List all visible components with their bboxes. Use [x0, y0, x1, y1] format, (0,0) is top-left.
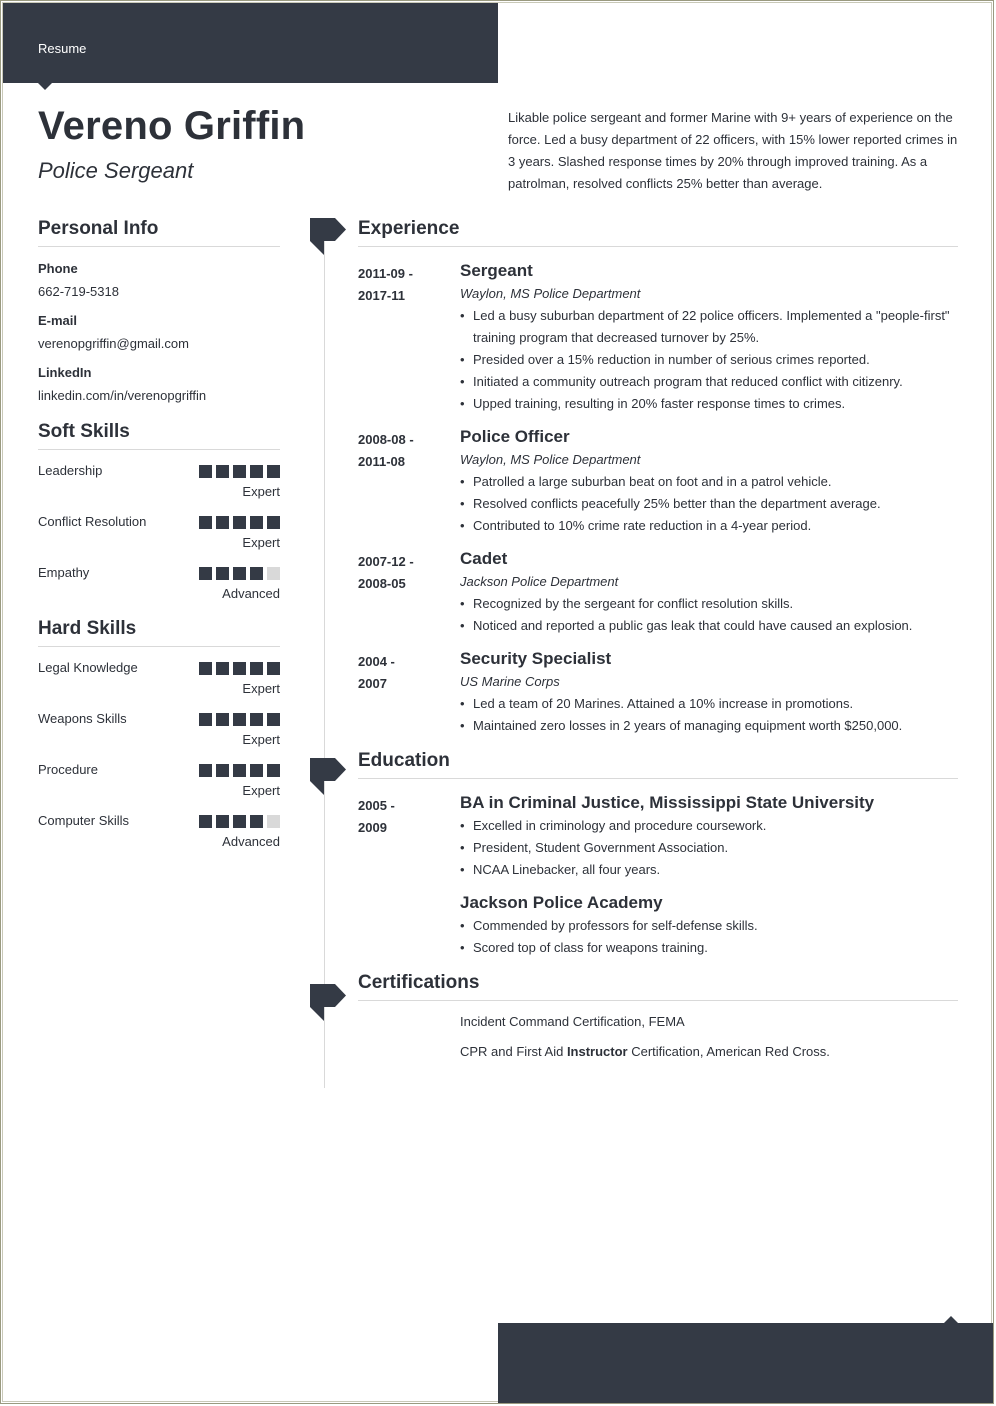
bullet-item: • Patrolled a large suburban beat on foot and in a patrol vehicle.: [460, 471, 958, 493]
certification-emphasis: Instructor: [566, 1044, 628, 1059]
bullet-item: • Initiated a community outreach program that reduced conflict with citizenry.: [460, 371, 958, 393]
entry-body: [460, 891, 958, 959]
bullet-item: • Led a busy suburban department of 22 police officers. Implemented a "people-first" training program that decreased turnover by 25%.: [460, 305, 958, 349]
rating-square-icon: [199, 662, 212, 675]
email-label: E-mail: [38, 313, 78, 328]
bullet-item: • Excelled in criminology and procedure coursework.: [460, 815, 958, 837]
education-marker-icon: [310, 758, 346, 795]
rating-square-icon: [199, 516, 212, 529]
skill-rating: [199, 662, 280, 675]
profile-summary: Likable police sergeant and former Marine with 9+ years of experience on the force. Led a busy department of 22 officers, with 15% lower reported crimes in 3 years. Slashed response times by 20% through improved training. As a patrolman, resolved conflicts 25% better than average.: [508, 110, 958, 191]
candidate-name: Vereno Griffin: [38, 104, 306, 148]
job-title: Police Sergeant: [38, 158, 194, 183]
linkedin-value[interactable]: linkedin.com/in/verenopgriffin: [38, 388, 207, 403]
rating-square-icon: [199, 465, 212, 478]
rating-square-icon: [250, 713, 263, 726]
skill-rating: [199, 815, 280, 828]
left-column: [38, 218, 280, 851]
rating-square-icon: [250, 567, 263, 580]
skill-row: [38, 450, 280, 501]
certification-text: Incident Command Certification, FEMA: [460, 1014, 685, 1029]
rating-square-icon: [233, 764, 246, 777]
rating-square-icon: [216, 764, 229, 777]
skill-name: Conflict Resolution: [38, 514, 147, 529]
entry-date-start: 2007-12 -: [358, 554, 414, 569]
bullet-item: • Presided over a 15% reduction in number of serious crimes reported.: [460, 349, 958, 371]
rating-square-icon: [267, 516, 280, 529]
hard-skills-list: [38, 647, 280, 851]
rating-square-icon: [233, 465, 246, 478]
skill-rating: [199, 465, 280, 478]
bullet-item: • Scored top of class for weapons training.: [460, 937, 958, 959]
skill-row: [38, 749, 280, 800]
rating-square-icon: [216, 815, 229, 828]
bullet-item: • Noticed and reported a public gas leak that could have caused an explosion.: [460, 615, 958, 637]
timeline-entry: [358, 647, 958, 737]
bullet-item: • Upped training, resulting in 20% faster response times to crimes.: [460, 393, 958, 415]
rating-square-icon: [250, 764, 263, 777]
entry-organization: Jackson Police Department: [460, 574, 619, 589]
education-list: [358, 791, 958, 959]
certification-item: [460, 1011, 958, 1033]
entry-title: Sergeant: [460, 261, 533, 280]
entry-organization: Waylon, MS Police Department: [460, 286, 641, 301]
experience-marker-icon: [310, 218, 346, 255]
rating-square-icon: [216, 662, 229, 675]
phone-value: 662-719-5318: [38, 284, 119, 299]
rating-square-icon: [267, 567, 280, 580]
entry-bullets: [460, 305, 958, 415]
personal-info-heading: Personal Info: [38, 218, 280, 247]
skill-rating: [199, 567, 280, 580]
rating-square-icon: [199, 567, 212, 580]
soft-skills-list: [38, 450, 280, 603]
rating-square-icon: [250, 815, 263, 828]
resume-label: Resume: [38, 41, 87, 56]
rating-square-icon: [233, 713, 246, 726]
rating-square-icon: [199, 713, 212, 726]
entry-date-end: 2007: [358, 676, 387, 691]
bullet-item: • Led a team of 20 Marines. Attained a 10% increase in promotions.: [460, 693, 958, 715]
skill-name: Computer Skills: [38, 813, 130, 828]
rating-square-icon: [233, 815, 246, 828]
rating-square-icon: [233, 516, 246, 529]
header-notch: [38, 83, 52, 90]
linkedin-label: LinkedIn: [38, 365, 92, 380]
certification-item: [460, 1041, 958, 1063]
entry-dates: [358, 651, 448, 695]
rating-square-icon: [233, 567, 246, 580]
skill-name: Weapons Skills: [38, 711, 127, 726]
rating-square-icon: [250, 516, 263, 529]
rating-square-icon: [267, 662, 280, 675]
entry-title: BA in Criminal Justice, Mississippi State University: [460, 793, 875, 812]
hard-skills-heading: Hard Skills: [38, 618, 280, 647]
skill-row: [38, 501, 280, 552]
skill-name: Empathy: [38, 565, 90, 580]
timeline-entry: [358, 891, 958, 959]
skill-rating: [199, 516, 280, 529]
skill-rating: [199, 713, 280, 726]
soft-skills-heading: Soft Skills: [38, 421, 280, 450]
certifications-marker-icon: [310, 984, 346, 1021]
skill-name: Procedure: [38, 762, 98, 777]
entry-bullets: [460, 815, 958, 881]
bullet-item: • Maintained zero losses in 2 years of managing equipment worth $250,000.: [460, 715, 958, 737]
entry-organization: US Marine Corps: [460, 674, 560, 689]
education-heading: Education: [358, 750, 958, 779]
rating-square-icon: [267, 764, 280, 777]
certification-text-tail: Certification, American Red Cross.: [627, 1044, 830, 1059]
entry-body: [460, 259, 958, 415]
rating-square-icon: [267, 713, 280, 726]
entry-body: [460, 425, 958, 537]
rating-square-icon: [216, 465, 229, 478]
bullet-item: • Recognized by the sergeant for conflict resolution skills.: [460, 593, 958, 615]
skill-level: Expert: [242, 484, 280, 499]
rating-square-icon: [267, 465, 280, 478]
bullet-item: • Commended by professors for self-defense skills.: [460, 915, 958, 937]
skill-level: Expert: [242, 681, 280, 696]
entry-bullets: [460, 471, 958, 537]
skill-row: [38, 552, 280, 603]
entry-date-start: 2005 -: [358, 798, 395, 813]
timeline-entry: [358, 791, 958, 881]
bullet-item: • President, Student Government Association.: [460, 837, 958, 859]
entry-dates: [358, 429, 448, 473]
certifications-list: [358, 1011, 958, 1063]
experience-list: [358, 259, 958, 737]
right-column: [358, 218, 958, 1063]
skill-row: [38, 698, 280, 749]
entry-dates: [358, 795, 448, 839]
skill-row: [38, 647, 280, 698]
entry-dates: [358, 263, 448, 307]
entry-date-start: 2004 -: [358, 654, 395, 669]
skill-rating: [199, 764, 280, 777]
skill-level: Advanced: [222, 834, 280, 849]
footer-notch: [944, 1316, 958, 1323]
entry-dates: [358, 551, 448, 595]
timeline-entry: [358, 425, 958, 537]
skill-level: Advanced: [222, 586, 280, 601]
entry-title: Security Specialist: [460, 649, 612, 668]
entry-bullets: [460, 693, 958, 737]
email-value[interactable]: verenopgriffin@gmail.com: [38, 336, 189, 351]
entry-bullets: [460, 915, 958, 959]
rating-square-icon: [267, 815, 280, 828]
rating-square-icon: [199, 764, 212, 777]
entry-date-end: 2011-08: [358, 454, 405, 469]
entry-date-end: 2008-05: [358, 576, 406, 591]
entry-bullets: [460, 593, 958, 637]
rating-square-icon: [216, 713, 229, 726]
entry-title: Jackson Police Academy: [460, 893, 663, 912]
footer-band: [498, 1323, 993, 1403]
experience-heading: Experience: [358, 218, 958, 247]
entry-body: [460, 791, 958, 881]
bullet-item: • NCAA Linebacker, all four years.: [460, 859, 958, 881]
rating-square-icon: [199, 815, 212, 828]
rating-square-icon: [216, 567, 229, 580]
timeline-entry: [358, 259, 958, 415]
rating-square-icon: [250, 465, 263, 478]
phone-label: Phone: [38, 261, 78, 276]
timeline-entry: [358, 547, 958, 637]
rating-square-icon: [233, 662, 246, 675]
skill-level: Expert: [242, 732, 280, 747]
header-band: [3, 3, 498, 83]
bullet-item: • Contributed to 10% crime rate reduction in a 4-year period.: [460, 515, 958, 537]
entry-title: Police Officer: [460, 427, 570, 446]
skill-level: Expert: [242, 535, 280, 550]
entry-organization: Waylon, MS Police Department: [460, 452, 641, 467]
entry-body: [460, 647, 958, 737]
certifications-heading: Certifications: [358, 972, 958, 1001]
skill-row: [38, 800, 280, 851]
rating-square-icon: [250, 662, 263, 675]
skill-level: Expert: [242, 783, 280, 798]
rating-square-icon: [216, 516, 229, 529]
entry-date-end: 2017-11: [358, 288, 405, 303]
entry-date-start: 2011-09 -: [358, 266, 413, 281]
entry-title: Cadet: [460, 549, 508, 568]
skill-name: Legal Knowledge: [38, 660, 138, 675]
entry-body: [460, 547, 958, 637]
certification-text: CPR and First Aid: [460, 1044, 567, 1059]
bullet-item: • Resolved conflicts peacefully 25% better than the department average.: [460, 493, 958, 515]
timeline-line: [324, 240, 325, 1088]
entry-date-start: 2008-08 -: [358, 432, 414, 447]
skill-name: Leadership: [38, 463, 103, 478]
entry-date-end: 2009: [358, 820, 387, 835]
